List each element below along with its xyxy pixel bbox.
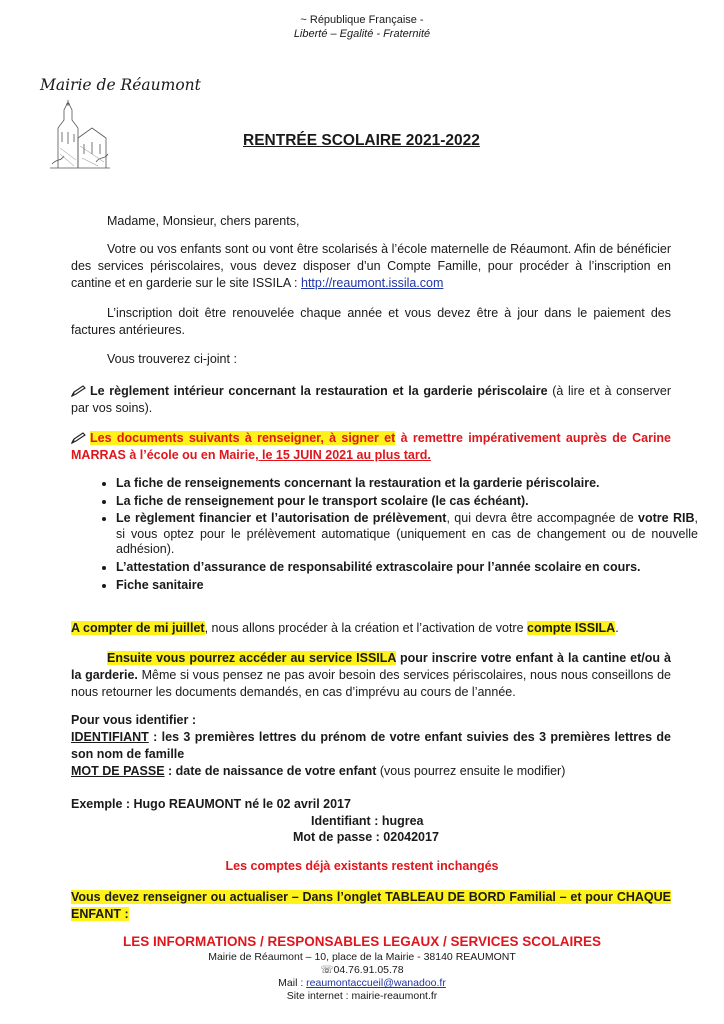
footer-address: Mairie de Réaumont – 10, place de la Mairie - 38140 REAUMONT: [208, 951, 516, 963]
paragraph-compte-famille: Votre ou vos enfants sont ou vont être scolarisés à l’école maternelle de Réaumont. Afin de bénéficier des services périscolaires, vous devez disposer d’un Compte Famille, pour procéder à l’inscription en cantine et en garderie sur le site ISSILA : http://reaumont.issila.com: [71, 242, 671, 290]
paragraph-ensuite: Ensuite vous pourrez accéder au service ISSILA pour inscrire votre enfant à la cantine et/ou à la garderie. Même si vous pensez ne pas avoir besoin des services périscolaires, nous nous conseillons de nous retourner les documents demandés, en cas d’imprévu au cours de l’année.: [71, 651, 672, 699]
footer-mail: Mail : reaumontaccueil@wanadoo.fr: [278, 977, 446, 989]
instruction-paragraph: Vous devez renseigner ou actualiser – Dans l’onglet TABLEAU DE BORD Familial – et pour CHAQUE ENFANT :: [71, 890, 671, 921]
telephone-icon: ☏: [320, 964, 334, 976]
list-item: • La fiche de renseignement pour le transport scolaire (le cas échéant).: [116, 494, 698, 510]
list-item: • La fiche de renseignements concernant la restauration et la garderie périscolaire.: [116, 476, 698, 492]
header-republique: ~ République Française -: [300, 14, 424, 26]
example-line: Exemple : Hugo REAUMONT né le 02 avril 2017: [71, 797, 351, 811]
list-item: • Le règlement financier et l’autorisation de prélèvement, qui devra être accompagnée de votre RIB, si vous optez pour le prélèvement automatique (uniquement en cas de changement ou de nouvelle adhésion).: [116, 511, 698, 558]
header-devise: Liberté – Egalité - Fraternité: [293, 28, 431, 40]
greeting: Madame, Monsieur, chers parents,: [107, 214, 300, 228]
mail-link[interactable]: reaumontaccueil@wanadoo.fr: [306, 977, 446, 989]
list-item: • L’attestation d’assurance de responsabilité extrascolaire pour l’année scolaire en cours.: [116, 560, 698, 576]
issila-link[interactable]: http://reaumont.issila.com: [301, 276, 444, 290]
sections-line: LES INFORMATIONS / RESPONSABLES LEGAUX / SERVICES SCOLAIRES: [122, 934, 602, 949]
mairie-name: Mairie de Réaumont: [40, 76, 201, 94]
footer-phone: ☏04.76.91.05.78: [320, 964, 404, 976]
footer-site: Site internet : mairie-reaumont.fr: [286, 990, 438, 1002]
page-title: RENTRÉE SCOLAIRE 2021-2022: [243, 132, 480, 149]
church-sketch-logo: [48, 98, 112, 170]
list-item: • Fiche sanitaire: [116, 578, 698, 594]
example-identifiant: Identifiant : hugrea: [311, 814, 424, 828]
existing-accounts-note: Les comptes déjà existants restent inchangés: [225, 859, 499, 873]
documents-list: [90, 476, 698, 595]
paragraph-juillet: A compter de mi juillet, nous allons procéder à la création et l’activation de votre compte ISSILA.: [71, 621, 619, 635]
example-password: Mot de passe : 02042017: [293, 830, 439, 844]
paragraph-ci-joint: Vous trouverez ci-joint :: [107, 352, 237, 366]
pencil-icon: [71, 385, 86, 397]
pencil-icon: [71, 432, 86, 444]
identify-block: Pour vous identifier : IDENTIFIANT : les 3 premières lettres du prénom de votre enfant suivies des 3 premières lettres de son nom de famille MOT DE PASSE : date de naissance de votre enfant (vous pourrez ensuite le modifier): [71, 713, 671, 778]
point-documents: Les documents suivants à renseigner, à signer et à remettre impérativement auprès de Carine MARRAS à l’école ou en Mairie, le 15 JUIN 2021 au plus tard.: [71, 431, 672, 462]
point-reglement: Le règlement intérieur concernant la restauration et la garderie périscolaire (à lire et à conserver par vos soins).: [71, 384, 671, 415]
paragraph-inscription: L’inscription doit être renouvelée chaque année et vous devez être à jour dans le paiement des factures antérieures.: [71, 306, 671, 337]
